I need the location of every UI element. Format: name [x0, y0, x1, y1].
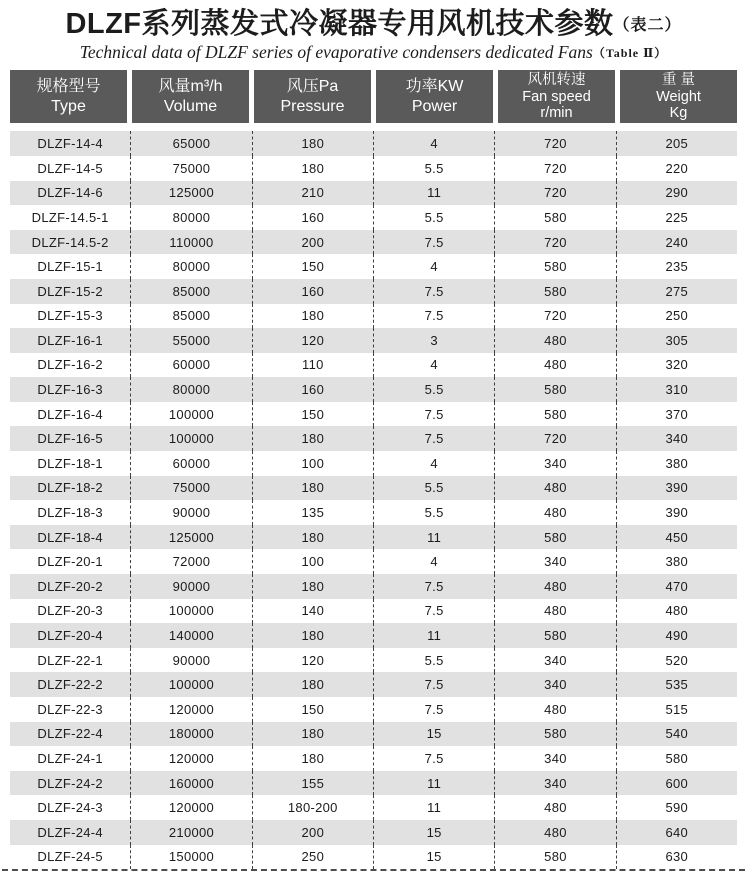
cell-pressure: 250	[252, 845, 373, 870]
cell-type: DLZF-16-5	[37, 431, 103, 447]
cell-weight: 380	[616, 549, 737, 574]
cell-type: DLZF-18-4	[37, 529, 103, 545]
cell-pressure: 180	[252, 476, 373, 501]
cell-pressure: 150	[252, 697, 373, 722]
cell-pressure: 180	[252, 525, 373, 550]
cell-volume: 85000	[130, 304, 251, 329]
cell-power: 4	[373, 451, 494, 476]
cell-volume: 75000	[130, 156, 251, 181]
cell-volume: 80000	[130, 377, 251, 402]
cell-weight: 305	[616, 328, 737, 353]
table-row-DLZF-14-4	[10, 131, 737, 156]
table-row-DLZF-16-3	[10, 377, 737, 402]
cell-volume: 125000	[130, 181, 251, 206]
table-row-DLZF-24-4	[10, 820, 737, 845]
cell-pressure: 120	[252, 328, 373, 353]
col-header-fan-speed-en: Fan speed	[522, 88, 591, 105]
cell-type: DLZF-15-1	[37, 259, 103, 275]
cell-weight: 540	[616, 722, 737, 747]
cell-pressure: 180	[252, 426, 373, 451]
cell-fan-speed: 580	[494, 722, 615, 747]
cell-pressure: 140	[252, 599, 373, 624]
cell-volume: 140000	[130, 623, 251, 648]
col-header-pressure	[254, 70, 371, 123]
table-row-DLZF-24-3	[10, 795, 737, 820]
cell-power: 5.5	[373, 205, 494, 230]
cell-volume: 180000	[130, 722, 251, 747]
cell-weight: 225	[616, 205, 737, 230]
col-header-weight-unit: Kg	[669, 104, 688, 121]
cell-volume: 100000	[130, 672, 251, 697]
cell-weight: 320	[616, 353, 737, 378]
cell-type: DLZF-22-2	[37, 677, 103, 693]
table-row-DLZF-18-1	[10, 451, 737, 476]
cell-power: 7.5	[373, 672, 494, 697]
cell-volume: 72000	[130, 549, 251, 574]
cell-type: DLZF-24-3	[37, 800, 103, 816]
table-body	[10, 131, 737, 869]
table-row-DLZF-14.5-1	[10, 205, 737, 230]
cell-fan-speed: 480	[494, 574, 615, 599]
table-row-DLZF-22-2	[10, 672, 737, 697]
cell-pressure: 160	[252, 279, 373, 304]
cell-pressure: 180	[252, 304, 373, 329]
cell-type: DLZF-16-1	[37, 332, 103, 348]
cell-weight: 480	[616, 599, 737, 624]
table-row-DLZF-15-3	[10, 304, 737, 329]
cell-fan-speed: 580	[494, 623, 615, 648]
cell-fan-speed: 720	[494, 156, 615, 181]
cell-type: DLZF-18-3	[37, 505, 103, 521]
cell-fan-speed: 580	[494, 377, 615, 402]
cell-type: DLZF-24-4	[37, 824, 103, 840]
page-subtitle	[10, 42, 737, 63]
col-header-fan-speed-zh: 风机转速	[527, 72, 586, 89]
cell-volume: 100000	[130, 426, 251, 451]
cell-fan-speed: 480	[494, 697, 615, 722]
cell-type: DLZF-20-3	[37, 603, 103, 619]
cell-power: 4	[373, 353, 494, 378]
col-header-weight-zh: 重 量	[661, 72, 696, 89]
cell-type: DLZF-16-3	[37, 382, 103, 398]
cell-weight: 275	[616, 279, 737, 304]
cell-type: DLZF-18-2	[37, 480, 103, 496]
cell-power: 7.5	[373, 230, 494, 255]
table-row-DLZF-20-1	[10, 549, 737, 574]
cell-power: 7.5	[373, 697, 494, 722]
cell-fan-speed: 480	[494, 328, 615, 353]
cell-volume: 120000	[130, 697, 251, 722]
col-header-type-zh: 规格型号	[36, 78, 101, 96]
cell-power: 4	[373, 131, 494, 156]
cell-volume: 60000	[130, 353, 251, 378]
cell-volume: 120000	[130, 746, 251, 771]
table-row-DLZF-22-4	[10, 722, 737, 747]
table-row-DLZF-24-2	[10, 771, 737, 796]
cell-volume: 120000	[130, 795, 251, 820]
page-subtitle-text: Technical data of DLZF series of evaporative condensers dedicated Fans	[79, 42, 593, 63]
cell-weight: 535	[616, 672, 737, 697]
fan-spec-table	[10, 70, 737, 871]
cell-power: 4	[373, 254, 494, 279]
cell-weight: 205	[616, 131, 737, 156]
cell-type: DLZF-24-5	[37, 849, 103, 865]
cell-power: 4	[373, 549, 494, 574]
cell-type: DLZF-16-4	[37, 406, 103, 422]
cell-weight: 520	[616, 648, 737, 673]
col-header-fan-speed-unit: r/min	[540, 104, 573, 121]
cell-pressure: 110	[252, 353, 373, 378]
cell-fan-speed: 580	[494, 845, 615, 870]
cell-fan-speed: 340	[494, 672, 615, 697]
col-header-pressure-en: Pressure	[280, 97, 345, 115]
col-header-volume	[132, 70, 249, 123]
cell-volume: 80000	[130, 254, 251, 279]
cell-type: DLZF-15-2	[37, 283, 103, 299]
col-header-type	[10, 70, 127, 123]
cell-weight: 310	[616, 377, 737, 402]
cell-volume: 60000	[130, 451, 251, 476]
cell-type: DLZF-20-2	[37, 578, 103, 594]
cell-weight: 250	[616, 304, 737, 329]
cell-volume: 160000	[130, 771, 251, 796]
cell-pressure: 160	[252, 377, 373, 402]
cell-weight: 290	[616, 181, 737, 206]
cell-fan-speed: 580	[494, 205, 615, 230]
table-row-DLZF-20-3	[10, 599, 737, 624]
cell-volume: 90000	[130, 574, 251, 599]
col-header-pressure-zh: 风压Pa	[286, 78, 339, 96]
cell-fan-speed: 340	[494, 746, 615, 771]
cell-weight: 580	[616, 746, 737, 771]
cell-power: 11	[373, 795, 494, 820]
cell-type: DLZF-22-4	[37, 726, 103, 742]
table-row-DLZF-18-2	[10, 476, 737, 501]
cell-type: DLZF-14.5-2	[31, 234, 109, 250]
col-header-weight-en: Weight	[656, 88, 701, 105]
table-row-DLZF-16-4	[10, 402, 737, 427]
table-row-DLZF-14-5	[10, 156, 737, 181]
cell-weight: 590	[616, 795, 737, 820]
cell-pressure: 180	[252, 746, 373, 771]
table-row-DLZF-18-3	[10, 500, 737, 525]
table-row-DLZF-16-5	[10, 426, 737, 451]
cell-weight: 490	[616, 623, 737, 648]
cell-power: 15	[373, 722, 494, 747]
cell-weight: 390	[616, 500, 737, 525]
cell-volume: 125000	[130, 525, 251, 550]
page-title	[10, 8, 737, 41]
cell-power: 5.5	[373, 156, 494, 181]
cell-power: 5.5	[373, 500, 494, 525]
cell-type: DLZF-14.5-1	[31, 209, 109, 225]
cell-power: 5.5	[373, 476, 494, 501]
cell-type: DLZF-24-1	[37, 750, 103, 766]
cell-type: DLZF-22-1	[37, 652, 103, 668]
cell-power: 11	[373, 771, 494, 796]
cell-weight: 630	[616, 845, 737, 870]
cell-weight: 235	[616, 254, 737, 279]
cell-weight: 390	[616, 476, 737, 501]
cell-power: 7.5	[373, 599, 494, 624]
page-title-text: DLZF系列蒸发式冷凝器专用风机技术参数	[65, 8, 614, 40]
cell-volume: 85000	[130, 279, 251, 304]
table-row-DLZF-22-1	[10, 648, 737, 673]
cell-power: 7.5	[373, 279, 494, 304]
cell-volume: 100000	[130, 402, 251, 427]
cell-pressure: 150	[252, 402, 373, 427]
cell-fan-speed: 580	[494, 402, 615, 427]
cell-weight: 600	[616, 771, 737, 796]
cell-fan-speed: 720	[494, 426, 615, 451]
cell-fan-speed: 480	[494, 476, 615, 501]
table-row-DLZF-15-2	[10, 279, 737, 304]
col-header-weight	[620, 70, 737, 123]
cell-pressure: 135	[252, 500, 373, 525]
table-row-DLZF-24-5	[10, 845, 737, 870]
col-header-fan-speed	[498, 70, 615, 123]
page-title-note: （表二）	[613, 17, 682, 34]
cell-power: 7.5	[373, 746, 494, 771]
col-header-type-en: Type	[51, 97, 86, 115]
page-subtitle-note: （Table Ⅱ）	[592, 46, 668, 61]
table-row-DLZF-16-2	[10, 353, 737, 378]
cell-fan-speed: 720	[494, 230, 615, 255]
col-header-power-en: Power	[411, 97, 458, 115]
cell-volume: 75000	[130, 476, 251, 501]
cell-power: 7.5	[373, 574, 494, 599]
cell-pressure: 180	[252, 722, 373, 747]
col-header-power-zh: 功率KW	[405, 78, 464, 96]
cell-fan-speed: 340	[494, 549, 615, 574]
cell-type: DLZF-14-5	[37, 160, 103, 176]
cell-pressure: 200	[252, 820, 373, 845]
cell-weight: 380	[616, 451, 737, 476]
cell-volume: 65000	[130, 131, 251, 156]
cell-pressure: 180	[252, 623, 373, 648]
cell-weight: 340	[616, 426, 737, 451]
table-row-DLZF-22-3	[10, 697, 737, 722]
cell-volume: 90000	[130, 500, 251, 525]
table-row-DLZF-20-4	[10, 623, 737, 648]
cell-pressure: 180	[252, 574, 373, 599]
cell-pressure: 120	[252, 648, 373, 673]
cell-weight: 515	[616, 697, 737, 722]
cell-fan-speed: 480	[494, 500, 615, 525]
cell-type: DLZF-20-4	[37, 628, 103, 644]
table-row-DLZF-15-1	[10, 254, 737, 279]
cell-type: DLZF-24-2	[37, 775, 103, 791]
cell-weight: 640	[616, 820, 737, 845]
cell-fan-speed: 480	[494, 795, 615, 820]
cell-power: 15	[373, 820, 494, 845]
col-header-volume-zh: 风量m³/h	[158, 78, 223, 96]
cell-weight: 450	[616, 525, 737, 550]
cell-power: 7.5	[373, 426, 494, 451]
cell-fan-speed: 580	[494, 525, 615, 550]
cell-pressure: 200	[252, 230, 373, 255]
table-row-DLZF-24-1	[10, 746, 737, 771]
cell-type: DLZF-14-6	[37, 185, 103, 201]
table-bottom-divider	[2, 869, 745, 871]
cell-fan-speed: 720	[494, 181, 615, 206]
col-header-volume-en: Volume	[163, 97, 218, 115]
table-row-DLZF-14.5-2	[10, 230, 737, 255]
table-header-row	[10, 70, 737, 123]
cell-fan-speed: 720	[494, 304, 615, 329]
title-block	[10, 8, 737, 63]
cell-power: 7.5	[373, 304, 494, 329]
cell-pressure: 160	[252, 205, 373, 230]
table-row-DLZF-16-1	[10, 328, 737, 353]
cell-type: DLZF-15-3	[37, 308, 103, 324]
cell-fan-speed: 480	[494, 820, 615, 845]
cell-pressure: 180	[252, 156, 373, 181]
cell-fan-speed: 480	[494, 599, 615, 624]
cell-weight: 470	[616, 574, 737, 599]
cell-pressure: 100	[252, 451, 373, 476]
cell-fan-speed: 340	[494, 451, 615, 476]
cell-power: 5.5	[373, 377, 494, 402]
cell-type: DLZF-18-1	[37, 455, 103, 471]
cell-fan-speed: 340	[494, 648, 615, 673]
cell-power: 5.5	[373, 648, 494, 673]
cell-type: DLZF-22-3	[37, 701, 103, 717]
cell-volume: 55000	[130, 328, 251, 353]
cell-pressure: 100	[252, 549, 373, 574]
cell-fan-speed: 340	[494, 771, 615, 796]
cell-fan-speed: 480	[494, 353, 615, 378]
cell-power: 7.5	[373, 402, 494, 427]
cell-volume: 80000	[130, 205, 251, 230]
cell-weight: 220	[616, 156, 737, 181]
cell-volume: 210000	[130, 820, 251, 845]
cell-power: 11	[373, 181, 494, 206]
cell-pressure: 180	[252, 131, 373, 156]
cell-pressure: 155	[252, 771, 373, 796]
cell-weight: 240	[616, 230, 737, 255]
cell-power: 11	[373, 623, 494, 648]
cell-type: DLZF-20-1	[37, 554, 103, 570]
cell-pressure: 210	[252, 181, 373, 206]
cell-volume: 90000	[130, 648, 251, 673]
table-row-DLZF-18-4	[10, 525, 737, 550]
cell-pressure: 150	[252, 254, 373, 279]
cell-type: DLZF-14-4	[37, 136, 103, 152]
cell-power: 3	[373, 328, 494, 353]
cell-pressure: 180	[252, 672, 373, 697]
cell-volume: 150000	[130, 845, 251, 870]
cell-volume: 110000	[130, 230, 251, 255]
table-row-DLZF-20-2	[10, 574, 737, 599]
cell-power: 11	[373, 525, 494, 550]
cell-type: DLZF-16-2	[37, 357, 103, 373]
cell-power: 15	[373, 845, 494, 870]
cell-fan-speed: 720	[494, 131, 615, 156]
cell-weight: 370	[616, 402, 737, 427]
cell-volume: 100000	[130, 599, 251, 624]
cell-pressure: 180-200	[252, 795, 373, 820]
col-header-power	[376, 70, 493, 123]
table-row-DLZF-14-6	[10, 181, 737, 206]
cell-fan-speed: 580	[494, 279, 615, 304]
cell-fan-speed: 580	[494, 254, 615, 279]
